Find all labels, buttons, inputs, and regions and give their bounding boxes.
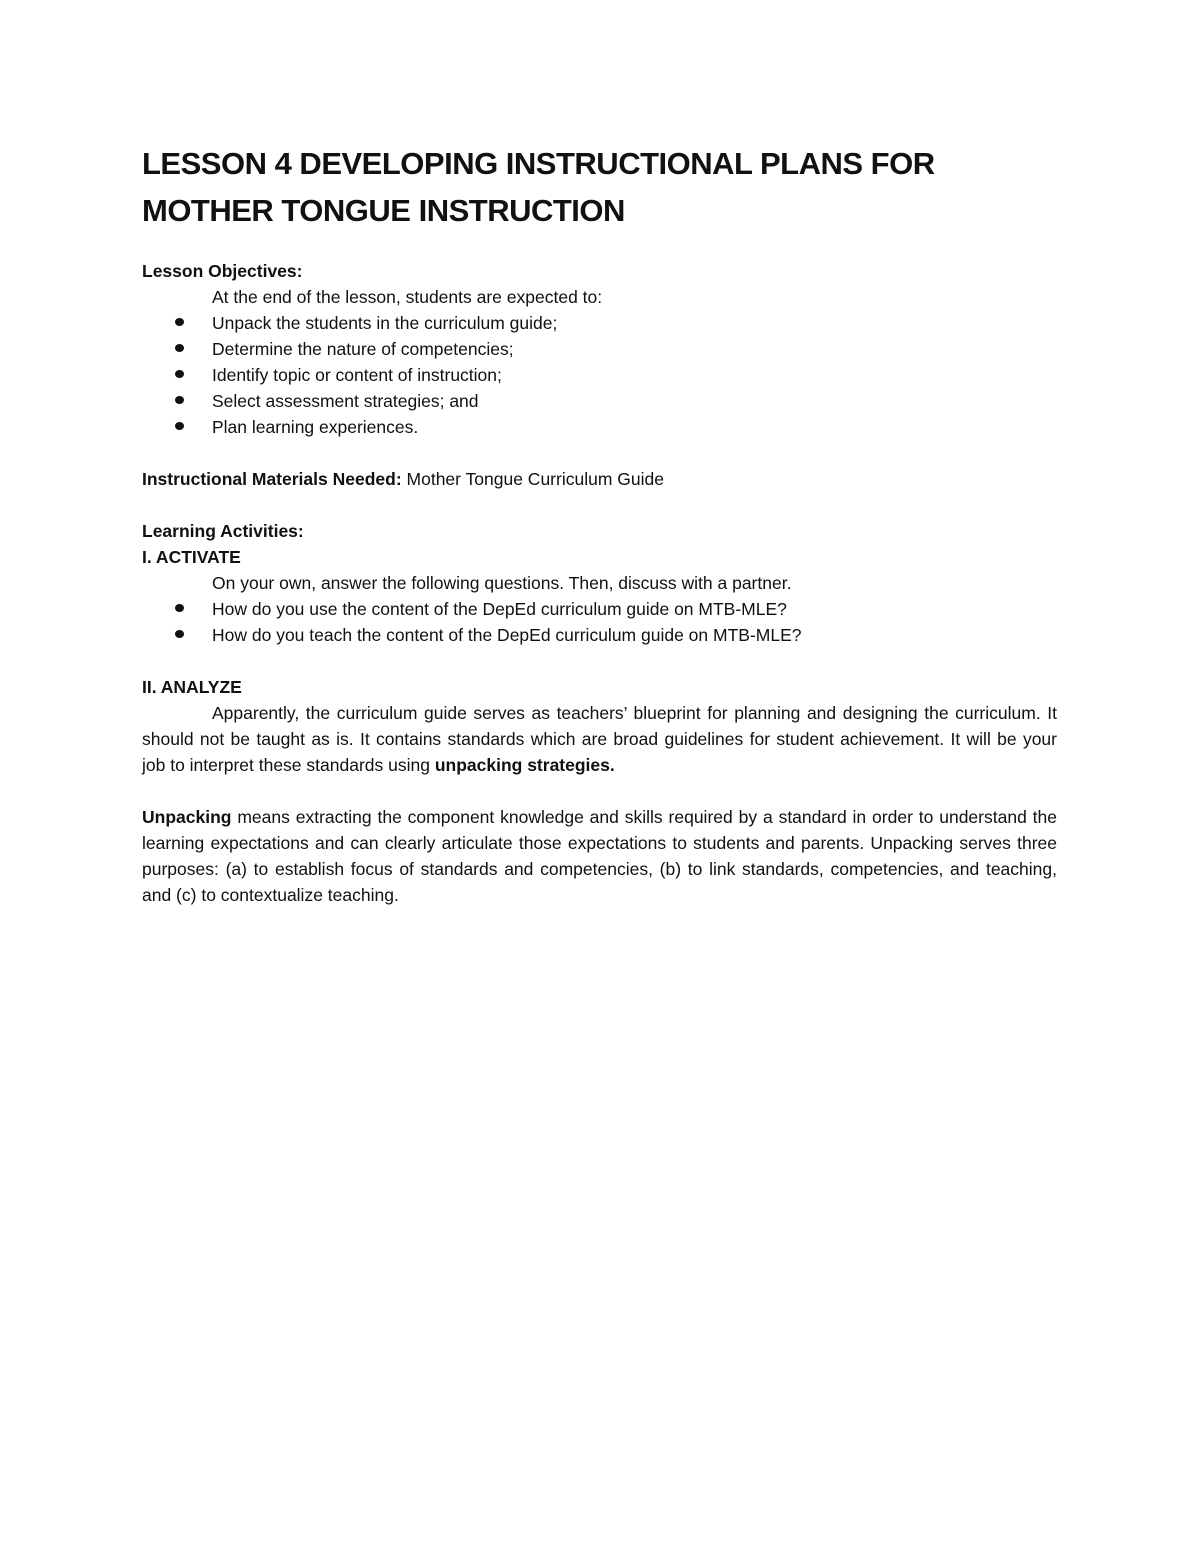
spacer bbox=[142, 648, 1057, 674]
document-content bbox=[142, 140, 1057, 908]
bullet-icon bbox=[175, 370, 184, 378]
objective-text: Identify topic or content of instruction; bbox=[212, 365, 502, 385]
activate-intro: On your own, answer the following questions. Then, discuss with a partner. bbox=[212, 573, 792, 593]
list-item bbox=[142, 622, 1057, 648]
lesson-title: LESSON 4 DEVELOPING INSTRUCTIONAL PLANS FOR MOTHER TONGUE INSTRUCTION bbox=[142, 146, 935, 228]
question-text: How do you teach the content of the DepEd curriculum guide on MTB-MLE? bbox=[212, 625, 802, 645]
analyze-heading: II. ANALYZE bbox=[142, 677, 242, 697]
activate-heading: I. ACTIVATE bbox=[142, 547, 241, 567]
paragraph-indent bbox=[142, 703, 212, 723]
spacer bbox=[142, 234, 1057, 258]
objectives-intro: At the end of the lesson, students are expected to: bbox=[212, 287, 603, 307]
spacer bbox=[142, 440, 1057, 466]
paragraph-bold-term: Unpacking bbox=[142, 807, 232, 827]
bullet-icon bbox=[175, 422, 184, 430]
paragraph-text: Apparently, the curriculum guide serves as teachers’ blueprint for planning and designing the curriculum. It should not be taught as is. It contains standards which are broad guidelines for student achievement. It will be your job to interpret these standards using bbox=[142, 703, 1057, 775]
bullet-icon bbox=[175, 344, 184, 352]
bullet-icon bbox=[175, 604, 184, 612]
bullet-icon bbox=[175, 318, 184, 326]
activate-questions bbox=[142, 596, 1057, 648]
list-item bbox=[142, 596, 1057, 622]
paragraph-end: . bbox=[609, 755, 615, 775]
paragraph-text: means extracting the component knowledge and skills required by a standard in order to understand the learning expectations and can clearly articulate those expectations to students and parents. Unpacking serves three purposes: (a) to establish focus of standards and competencies, (b) to link standards, competencies, and teaching, and (c) to contextualize teaching. bbox=[142, 807, 1057, 905]
spacer bbox=[142, 492, 1057, 518]
bullet-icon bbox=[175, 630, 184, 638]
list-item bbox=[142, 414, 1057, 440]
analyze-paragraph-1 bbox=[142, 700, 1057, 778]
objectives-label: Lesson Objectives: bbox=[142, 261, 303, 281]
objective-text: Select assessment strategies; and bbox=[212, 391, 479, 411]
list-item bbox=[142, 388, 1057, 414]
paragraph-bold-term: unpacking strategies bbox=[434, 755, 610, 775]
objectives-list bbox=[142, 310, 1057, 440]
list-item bbox=[142, 362, 1057, 388]
question-text: How do you use the content of the DepEd curriculum guide on MTB-MLE? bbox=[212, 599, 787, 619]
list-item bbox=[142, 336, 1057, 362]
activities-label: Learning Activities: bbox=[142, 521, 304, 541]
spacer bbox=[142, 778, 1057, 804]
bullet-icon bbox=[175, 396, 184, 404]
objective-text: Unpack the students in the curriculum guide; bbox=[212, 313, 558, 333]
objective-text: Plan learning experiences. bbox=[212, 417, 419, 437]
materials-label: Instructional Materials Needed: bbox=[142, 469, 402, 489]
materials-line bbox=[142, 466, 1057, 492]
objective-text: Determine the nature of competencies; bbox=[212, 339, 514, 359]
materials-value: Mother Tongue Curriculum Guide bbox=[401, 469, 664, 489]
analyze-paragraph-2 bbox=[142, 804, 1057, 908]
list-item bbox=[142, 310, 1057, 336]
